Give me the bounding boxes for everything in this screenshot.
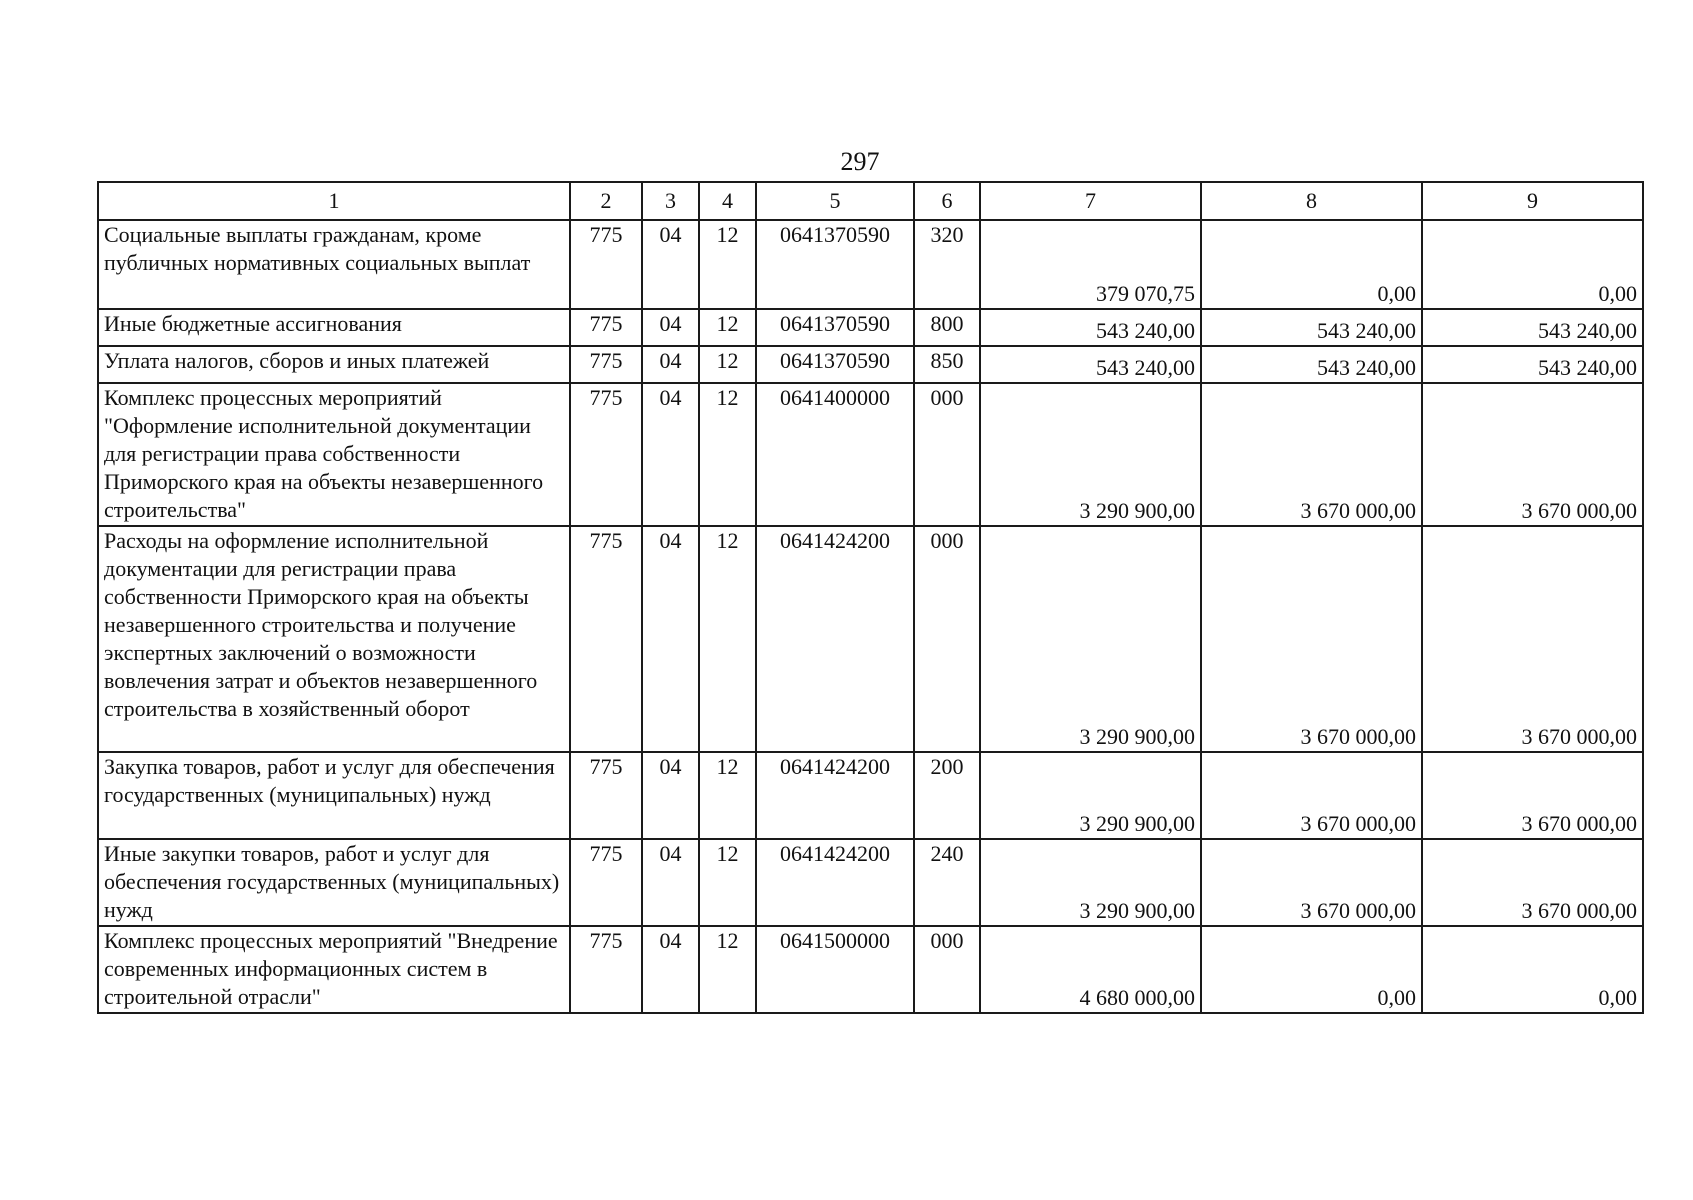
cell-amount-9: 0,00 <box>1422 926 1643 1013</box>
cell-code-5: 0641424200 <box>756 526 914 752</box>
cell-code-6: 000 <box>914 526 980 752</box>
table-row <box>98 752 1643 839</box>
cell-code-2: 775 <box>570 220 642 309</box>
cell-code-3: 04 <box>642 220 699 309</box>
column-header: 7 <box>980 182 1201 220</box>
column-header: 3 <box>642 182 699 220</box>
cell-code-2: 775 <box>570 752 642 839</box>
cell-code-3: 04 <box>642 346 699 383</box>
cell-code-6: 200 <box>914 752 980 839</box>
cell-code-5: 0641400000 <box>756 383 914 526</box>
cell-amount-7: 543 240,00 <box>980 309 1201 346</box>
table-row <box>98 839 1643 926</box>
column-header: 5 <box>756 182 914 220</box>
row-name: Уплата налогов, сборов и иных платежей <box>98 346 570 383</box>
cell-code-5: 0641370590 <box>756 309 914 346</box>
cell-code-2: 775 <box>570 309 642 346</box>
cell-code-5: 0641500000 <box>756 926 914 1013</box>
cell-amount-8: 0,00 <box>1201 926 1422 1013</box>
cell-code-4: 12 <box>699 346 756 383</box>
cell-code-5: 0641424200 <box>756 839 914 926</box>
cell-amount-9: 543 240,00 <box>1422 346 1643 383</box>
cell-amount-8: 3 670 000,00 <box>1201 752 1422 839</box>
cell-code-6: 240 <box>914 839 980 926</box>
row-name: Закупка товаров, работ и услуг для обеспечения государственных (муниципальных) нужд <box>98 752 570 839</box>
table-row <box>98 526 1643 752</box>
cell-amount-9: 543 240,00 <box>1422 309 1643 346</box>
cell-code-6: 000 <box>914 383 980 526</box>
column-header: 8 <box>1201 182 1422 220</box>
cell-code-2: 775 <box>570 526 642 752</box>
cell-code-4: 12 <box>699 526 756 752</box>
cell-code-4: 12 <box>699 752 756 839</box>
cell-code-6: 320 <box>914 220 980 309</box>
cell-amount-7: 543 240,00 <box>980 346 1201 383</box>
cell-code-3: 04 <box>642 926 699 1013</box>
cell-amount-9: 3 670 000,00 <box>1422 383 1643 526</box>
cell-amount-8: 3 670 000,00 <box>1201 383 1422 526</box>
cell-amount-7: 3 290 900,00 <box>980 383 1201 526</box>
cell-amount-9: 3 670 000,00 <box>1422 752 1643 839</box>
row-name: Комплекс процессных мероприятий "Внедрение современных информационных систем в строительной отрасли" <box>98 926 570 1013</box>
cell-code-3: 04 <box>642 752 699 839</box>
cell-code-3: 04 <box>642 839 699 926</box>
cell-code-5: 0641424200 <box>756 752 914 839</box>
cell-amount-9: 3 670 000,00 <box>1422 839 1643 926</box>
cell-amount-7: 3 290 900,00 <box>980 526 1201 752</box>
row-name: Расходы на оформление исполнительной документации для регистрации права собственности Приморского края на объекты незавершенного строительства и получение экспертных заключений о возможности вовлечения затрат и объектов незавершенного строительства в хозяйственный оборот <box>98 526 570 752</box>
cell-code-2: 775 <box>570 839 642 926</box>
table-row <box>98 309 1643 346</box>
table-row <box>98 926 1643 1013</box>
cell-code-5: 0641370590 <box>756 220 914 309</box>
column-header: 4 <box>699 182 756 220</box>
cell-code-3: 04 <box>642 526 699 752</box>
cell-amount-7: 3 290 900,00 <box>980 752 1201 839</box>
cell-code-6: 000 <box>914 926 980 1013</box>
cell-amount-7: 3 290 900,00 <box>980 839 1201 926</box>
cell-amount-8: 3 670 000,00 <box>1201 526 1422 752</box>
row-name: Иные закупки товаров, работ и услуг для обеспечения государственных (муниципальных) нужд <box>98 839 570 926</box>
header-row <box>98 182 1643 220</box>
table-row <box>98 346 1643 383</box>
cell-code-5: 0641370590 <box>756 346 914 383</box>
budget-table <box>97 181 1644 1014</box>
cell-code-4: 12 <box>699 839 756 926</box>
cell-code-4: 12 <box>699 926 756 1013</box>
cell-code-4: 12 <box>699 220 756 309</box>
cell-amount-7: 379 070,75 <box>980 220 1201 309</box>
page-number: 297 <box>840 147 880 176</box>
column-header: 9 <box>1422 182 1643 220</box>
column-header: 6 <box>914 182 980 220</box>
cell-amount-8: 543 240,00 <box>1201 309 1422 346</box>
column-header: 2 <box>570 182 642 220</box>
cell-code-2: 775 <box>570 383 642 526</box>
row-name: Социальные выплаты гражданам, кроме публичных нормативных социальных выплат <box>98 220 570 309</box>
row-name: Комплекс процессных мероприятий "Оформление исполнительной документации для регистрации права собственности Приморского края на объекты незавершенного строительства" <box>98 383 570 526</box>
cell-code-3: 04 <box>642 383 699 526</box>
cell-amount-9: 3 670 000,00 <box>1422 526 1643 752</box>
cell-code-2: 775 <box>570 926 642 1013</box>
table-row <box>98 383 1643 526</box>
cell-amount-8: 543 240,00 <box>1201 346 1422 383</box>
cell-amount-8: 0,00 <box>1201 220 1422 309</box>
cell-code-3: 04 <box>642 309 699 346</box>
cell-amount-8: 3 670 000,00 <box>1201 839 1422 926</box>
column-header: 1 <box>98 182 570 220</box>
cell-amount-9: 0,00 <box>1422 220 1643 309</box>
table-row <box>98 220 1643 309</box>
cell-code-4: 12 <box>699 309 756 346</box>
row-name: Иные бюджетные ассигнования <box>98 309 570 346</box>
cell-code-6: 800 <box>914 309 980 346</box>
cell-code-2: 775 <box>570 346 642 383</box>
cell-code-6: 850 <box>914 346 980 383</box>
cell-code-4: 12 <box>699 383 756 526</box>
cell-amount-7: 4 680 000,00 <box>980 926 1201 1013</box>
